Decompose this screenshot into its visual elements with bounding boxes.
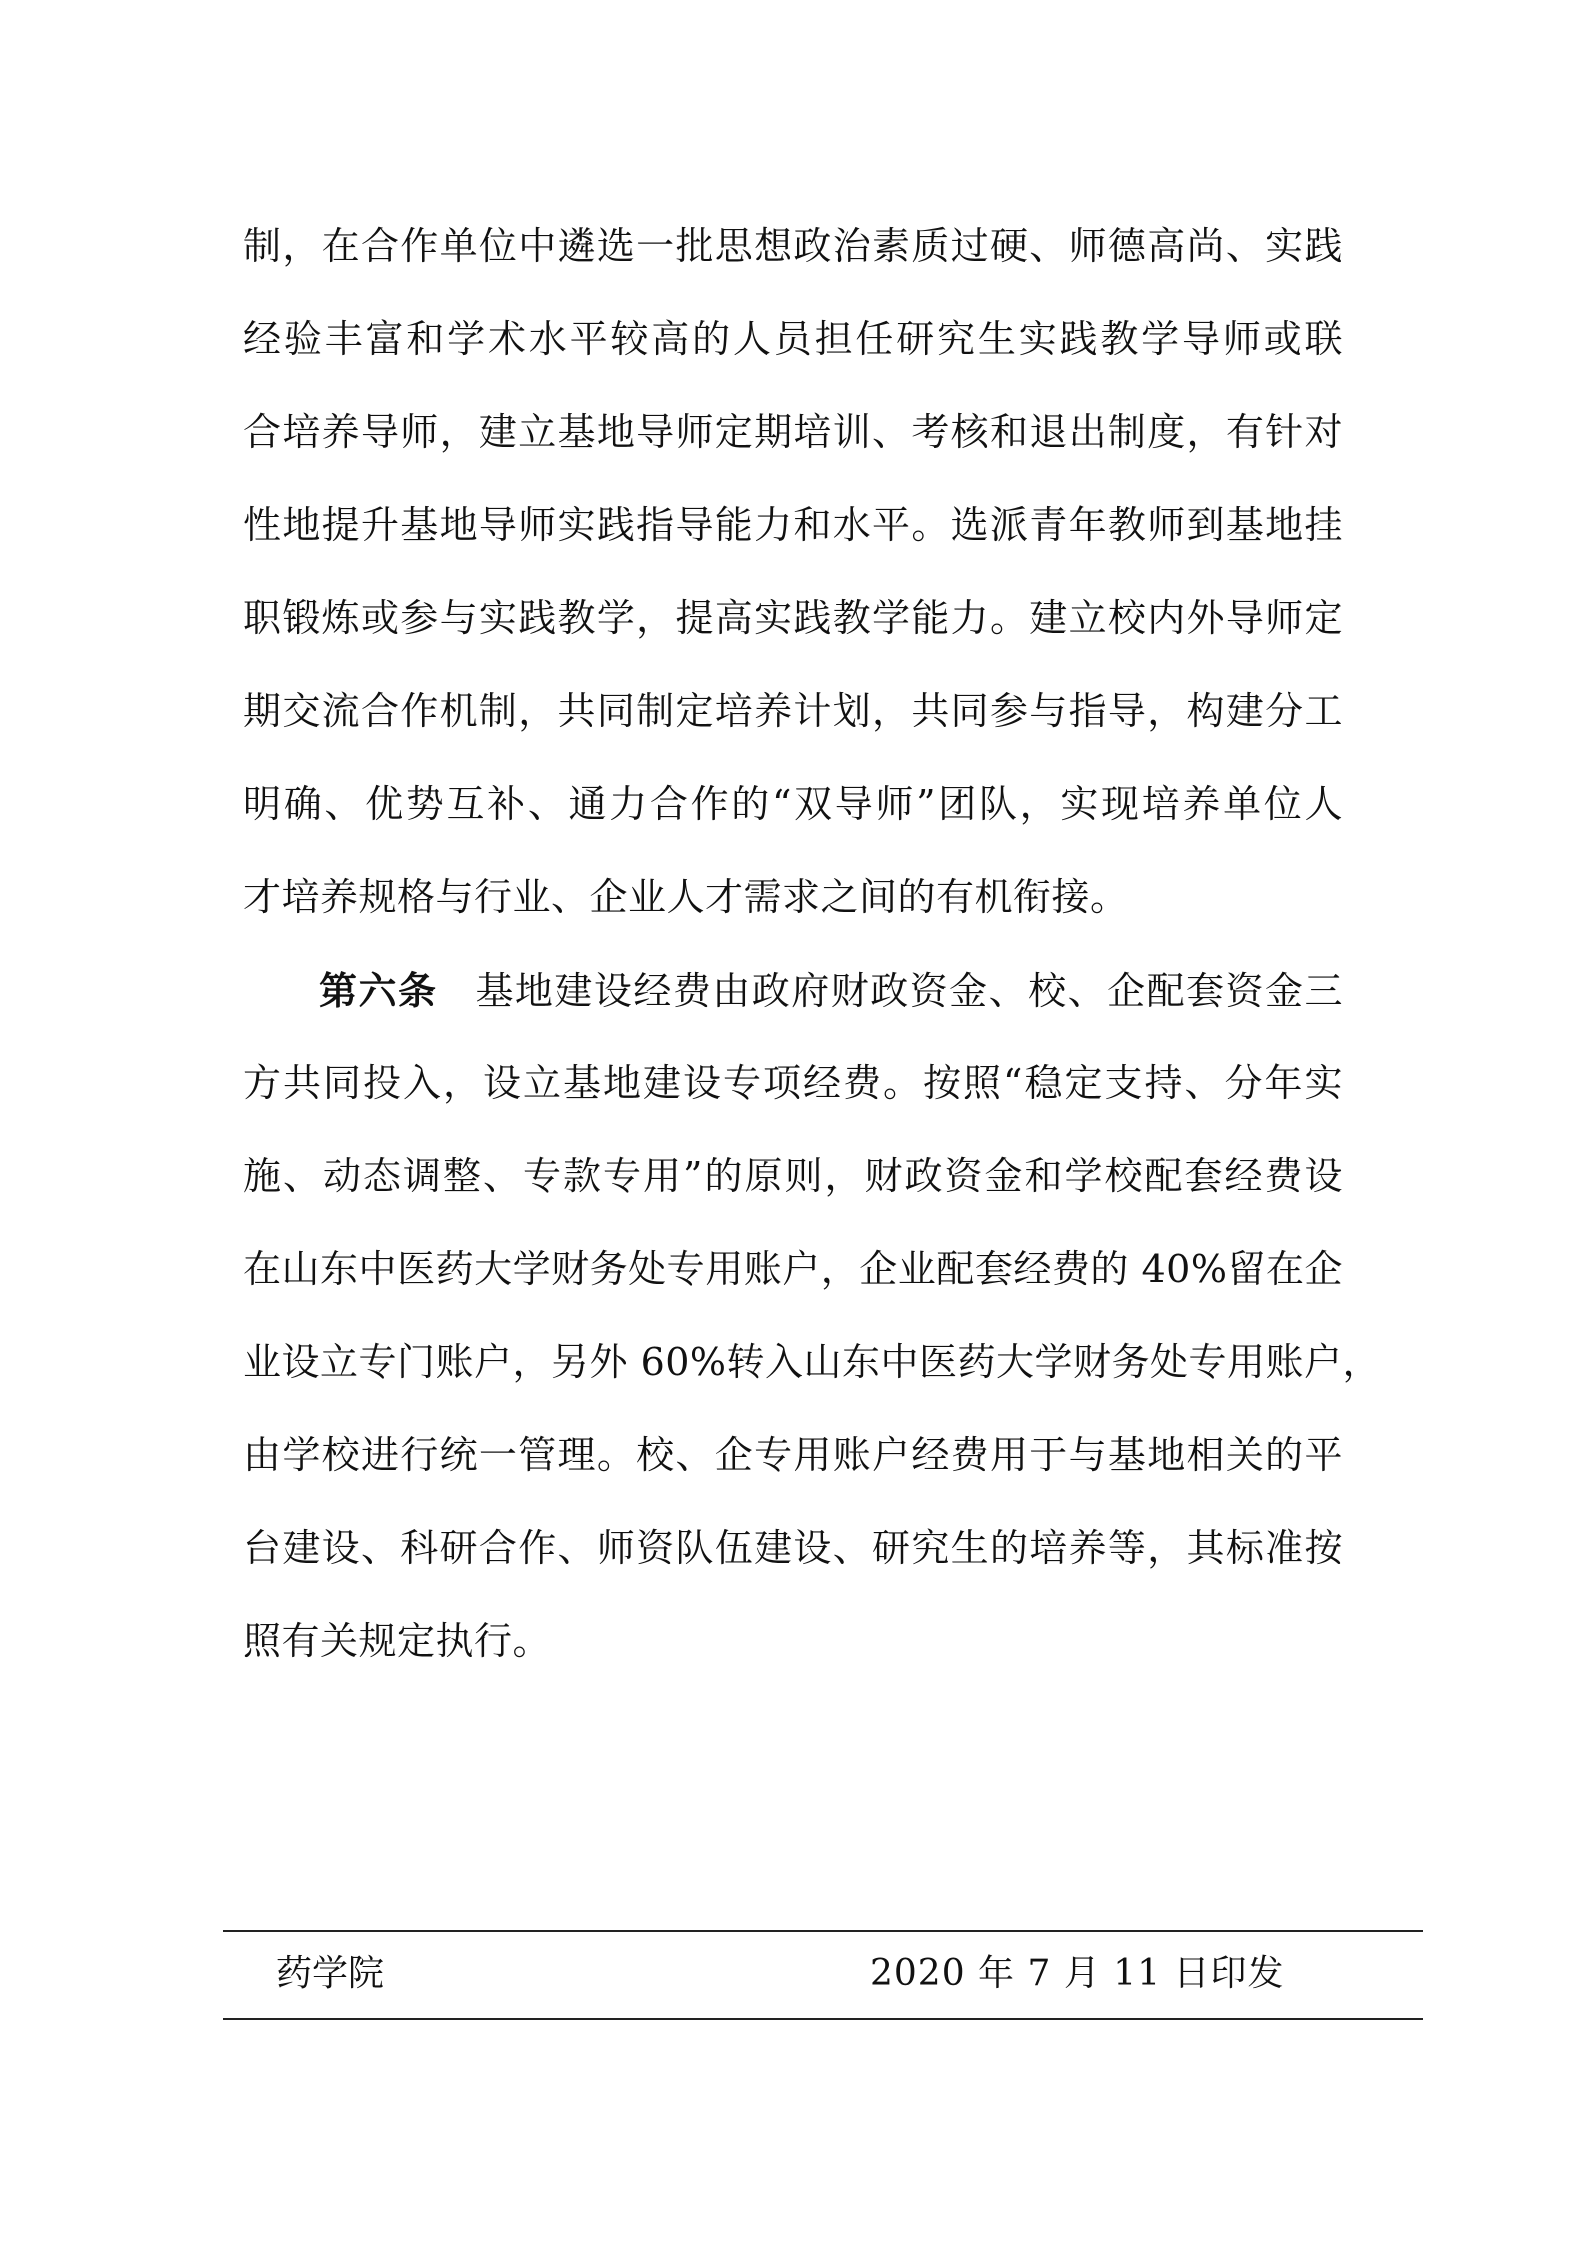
article-6-text: 基地建设经费由政府财政资金、校、企配套资金三 (475, 969, 1343, 1013)
paragraph-line: 经验丰富和学术水平较高的人员担任研究生实践教学导师或联 (243, 317, 1343, 361)
paragraph-line: 照有关规定执行。 (243, 1619, 552, 1663)
paragraph-line: 制，在合作单位中遴选一批思想政治素质过硬、师德高尚、实践 (243, 224, 1343, 268)
paragraph-line: 明确、优势互补、通力合作的“双导师”团队，实现培养单位人 (243, 782, 1343, 826)
paragraph-line: 合培养导师，建立基地导师定期培训、考核和退出制度，有针对 (243, 410, 1343, 454)
footer-issuer: 药学院 (276, 1953, 385, 1994)
paragraph-line: 在山东中医药大学财务处专用账户，企业配套经费的 40%留在企 (243, 1247, 1343, 1291)
article-6-first-line (243, 944, 1343, 1037)
footer-top-rule (223, 1930, 1423, 1932)
paragraph-line: 方共同投入，设立基地建设专项经费。按照“稳定支持、分年实 (243, 1061, 1343, 1105)
paragraph-line: 职锻炼或参与实践教学，提高实践教学能力。建立校内外导师定 (243, 596, 1343, 640)
paragraph-line: 期交流合作机制，共同制定培养计划，共同参与指导，构建分工 (243, 689, 1343, 733)
paragraph-line: 由学校进行统一管理。校、企专用账户经费用于与基地相关的平 (243, 1433, 1343, 1477)
paragraph-line: 施、动态调整、专款专用”的原则，财政资金和学校配套经费设 (243, 1154, 1343, 1198)
body-text (243, 200, 1382, 1688)
paragraph-line: 才培养规格与行业、企业人才需求之间的有机衔接。 (243, 875, 1129, 919)
footer-issue-date: 2020 年 7 月 11 日印发 (870, 1953, 1285, 1994)
paragraph-line: 性地提升基地导师实践指导能力和水平。选派青年教师到基地挂 (243, 503, 1343, 547)
paragraph-line: 业设立专门账户，另外 60%转入山东中医药大学财务处专用账户， (243, 1340, 1382, 1384)
paragraph-line: 台建设、科研合作、师资队伍建设、研究生的培养等，其标准按 (243, 1526, 1343, 1570)
article-6-label: 第六条 (319, 968, 438, 1013)
footer-bottom-rule (223, 2018, 1423, 2020)
